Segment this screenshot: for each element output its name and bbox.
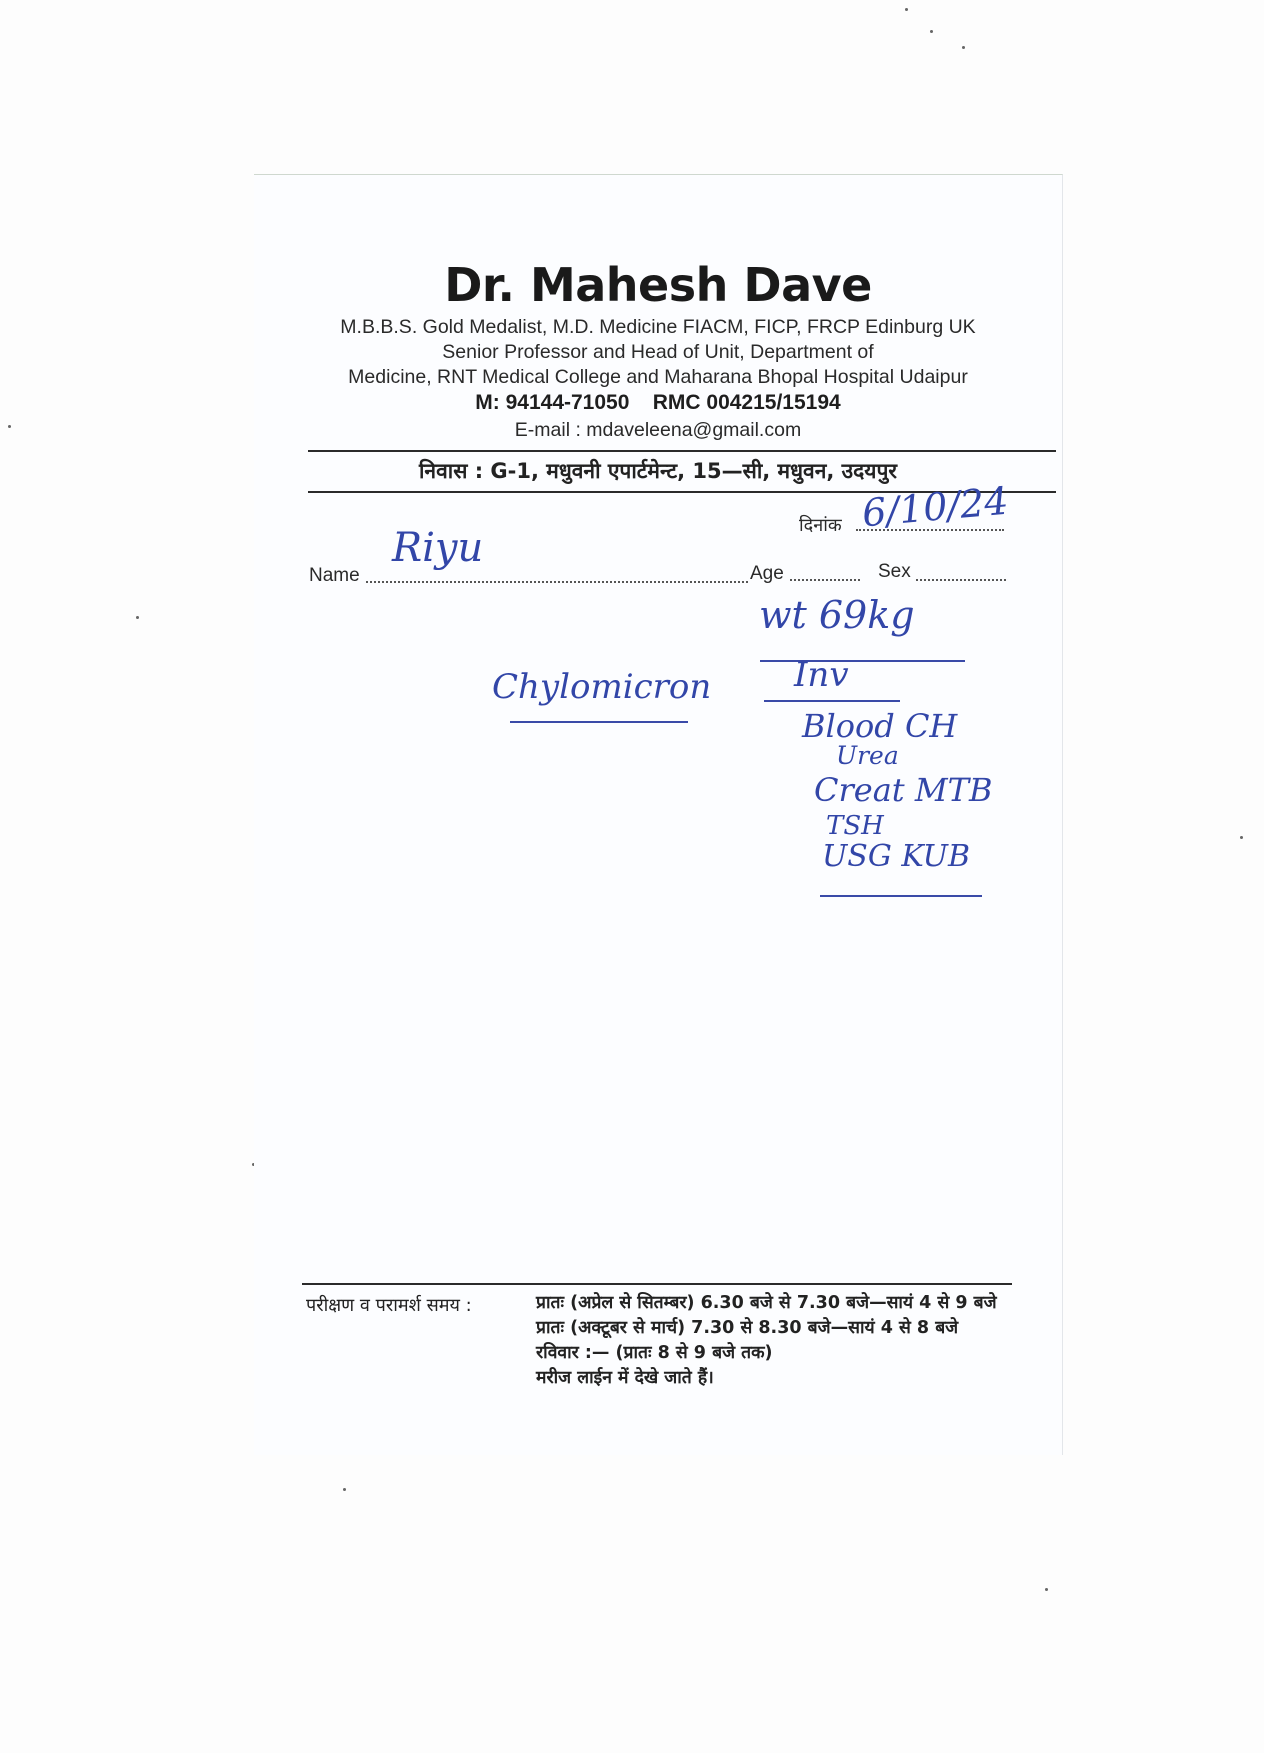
scan-speck — [136, 616, 139, 619]
position-line-1: Senior Professor and Head of Unit, Department of — [442, 341, 874, 363]
scan-speck — [905, 8, 908, 11]
scan-speck — [1045, 1588, 1048, 1591]
handwritten-investigation: Creat MTB — [814, 771, 993, 809]
prescription-sheet — [254, 174, 1063, 1455]
sex-dotted-line — [916, 579, 1006, 581]
timing-line: प्रातः (अप्रेल से सितम्बर) 6.30 बजे से 7.30 बजे—सायं 4 से 9 बजे — [536, 1293, 997, 1313]
consultation-timing-label: परीक्षण व परामर्श समय : — [306, 1295, 472, 1316]
name-dotted-line — [366, 581, 748, 583]
footer-rule — [302, 1283, 1012, 1285]
scan-speck — [962, 46, 965, 49]
handwritten-complaint: Chylomicron — [492, 667, 712, 707]
email-address: E-mail : mdaveleena@gmail.com — [514, 419, 802, 441]
handwritten-investigation: TSH — [826, 811, 884, 841]
timing-line: प्रातः (अक्टूबर से मार्च) 7.30 से 8.30 बजे—सायं 4 से 8 बजे — [536, 1318, 959, 1338]
date-label: दिनांक — [799, 515, 842, 535]
sex-label: Sex — [878, 561, 911, 582]
header-top-rule — [308, 450, 1056, 452]
handwritten-investigation: USG KUB — [822, 839, 971, 874]
timing-line: मरीज लाईन में देखे जाते हैं। — [536, 1368, 714, 1388]
position-line-2: Medicine, RNT Medical College and Maharana Bhopal Hospital Udaipur — [348, 366, 968, 388]
pen-underline — [760, 660, 965, 662]
name-label: Name — [309, 565, 360, 586]
residence-address: निवास : G-1, मधुवनी एपार्टमेन्ट, 15—सी, मधुवन, उदयपुर — [418, 459, 897, 483]
scan-speck — [930, 30, 933, 33]
contact-numbers: M: 94144-71050 RMC 004215/15194 — [475, 391, 841, 414]
handwritten-investigation: Urea — [836, 741, 899, 770]
scan-speck — [1240, 836, 1243, 839]
handwritten-weight: wt 69kg — [759, 593, 915, 637]
pen-underline — [764, 700, 900, 702]
doctor-name: Dr. Mahesh Dave — [444, 258, 872, 312]
handwritten-investigations-header: Inv — [794, 655, 849, 695]
scan-speck — [343, 1488, 346, 1491]
age-label: Age — [750, 563, 784, 584]
timing-line: रविवार :— (प्रातः 8 से 9 बजे तक) — [536, 1343, 773, 1363]
handwritten-investigation: Blood CH — [802, 707, 958, 745]
handwritten-patient-name: Riyu — [392, 525, 484, 571]
pen-underline — [510, 721, 688, 723]
age-dotted-line — [790, 579, 860, 581]
handwritten-date: 6/10/24 — [860, 478, 1011, 536]
qualifications: M.B.B.S. Gold Medalist, M.D. Medicine FIACM, FICP, FRCP Edinburg UK — [340, 316, 976, 338]
scan-speck — [8, 425, 11, 428]
pen-underline — [820, 895, 982, 897]
